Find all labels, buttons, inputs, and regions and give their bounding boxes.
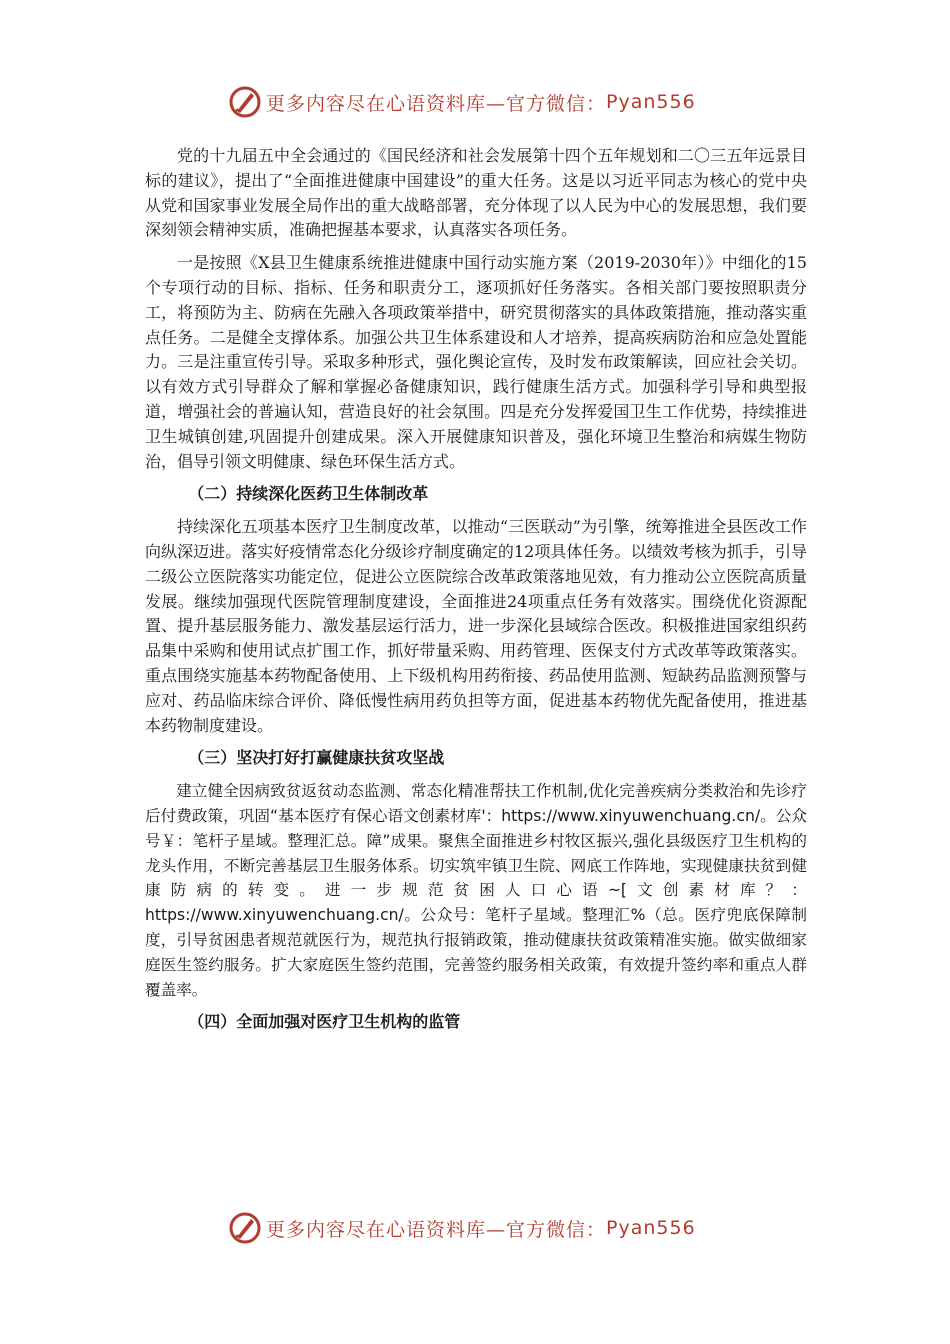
section-heading: （四）全面加强对医疗卫生机构的监管	[188, 1012, 461, 1032]
header-banner	[228, 82, 748, 122]
paragraph: 党的十九届五中全会通过的《国民经济和社会发展第十四个五年规划和二〇三五年远景目标的建议》，提出了“全面推进健康中国建设”的重大任务。这是以习近平同志为核心的党中央从党和国家事业发展全局作出的重大战略部署，充分体现了以人民为中心的发展思想，我们要深刻领会精神实质，准确把握基本要求，认真落实各项任务。	[145, 146, 807, 240]
logo-icon	[228, 1211, 262, 1245]
footer-banner	[228, 1208, 748, 1248]
paragraph: 持续深化五项基本医疗卫生制度改革，以推动“三医联动”为引擎，统筹推进全县医改工作向纵深迈进。落实好疫情常态化分级诊疗制度确定的12项具体任务。以绩效考核为抓手，引导二级公立医院落实功能定位，促进公立医院综合改革政策落地见效，有力推动公立医院高质量发展。继续加强现代医院管理制度建设，全面推进24项重点任务有效落实。围绕优化资源配置、提升基层服务能力、激发基层运行活力，进一步深化县域综合医改。积极推进国家组织药品集中采购和使用试点扩围工作，抓好带量采购、用药管理、医保支付方式改革等政策落实。重点围绕实施基本药物配备使用、上下级机构用药衔接、药品使用监测、短缺药品监测预警与应对、药品临床综合评价、降低慢性病用药负担等方面，促进基本药物优先配备使用，推进基本药物制度建设。	[145, 517, 807, 735]
banner-text: 更多内容尽在心语资料库—官方微信：	[266, 92, 607, 115]
document-body	[145, 144, 807, 1043]
banner-wechat-id: Pyan556	[606, 91, 696, 113]
paragraph: 一是按照《X县卫生健康系统推进健康中国行动实施方案（2019-2030年）》中细化的15个专项行动的目标、指标、任务和职责分工，逐项抓好任务落实。各相关部门要按照职责分工，将预防为主、防病在先融入各项政策举措中，研究贯彻落实的具体政策措施，推动落实重点任务。二是健全支撑体系。加强公共卫生体系建设和人才培养，提高疾病防治和应急处置能力。三是注重宣传引导。采取多种形式，强化舆论宣传，及时发布政策解读，回应社会关切。以有效方式引导群众了解和掌握必备健康知识，践行健康生活方式。加强科学引导和典型报道，增强社会的普遍认知，营造良好的社会氛围。四是充分发挥爱国卫生工作优势，持续推进卫生城镇创建,巩固提升创建成果。深入开展健康知识普及，强化环境卫生整治和病媒生物防治，倡导引领文明健康、绿色环保生活方式。	[145, 253, 807, 471]
paragraph: 建立健全因病致贫返贫动态监测、常态化精准帮扶工作机制,优化完善疾病分类救治和先诊疗后付费政策，巩固“基本医疗有保心语文创素材库'：https://www.xinyuwenchuang.cn/。公众号￥：笔杆子星域。整理汇总。障”成果。聚焦全面推进乡村牧区振兴,强化县级医疗卫生机构的龙头作用，不断完善基层卫生服务体系。切实筑牢镇卫生院、网底工作阵地，实现健康扶贫到健康防病的转变。进一步规范贫困人口心语~[文创素材库？：https://www.xinyuwenchuang.cn/。公众号：笔杆子星域。整理汇%（总。医疗兜底保障制度，引导贫困患者规范就医行为，规范执行报销政策，推动健康扶贫政策精准实施。做实做细家庭医生签约服务。扩大家庭医生签约范围，完善签约服务相关政策，有效提升签约率和重点人群覆盖率。	[145, 782, 807, 999]
section-heading: （三）坚决打好打赢健康扶贫攻坚战	[188, 748, 445, 768]
section-heading: （二）持续深化医药卫生体制改革	[188, 484, 429, 504]
logo-icon	[228, 85, 262, 119]
banner-wechat-id: Pyan556	[606, 1217, 696, 1239]
banner-text: 更多内容尽在心语资料库—官方微信：	[266, 1218, 607, 1241]
